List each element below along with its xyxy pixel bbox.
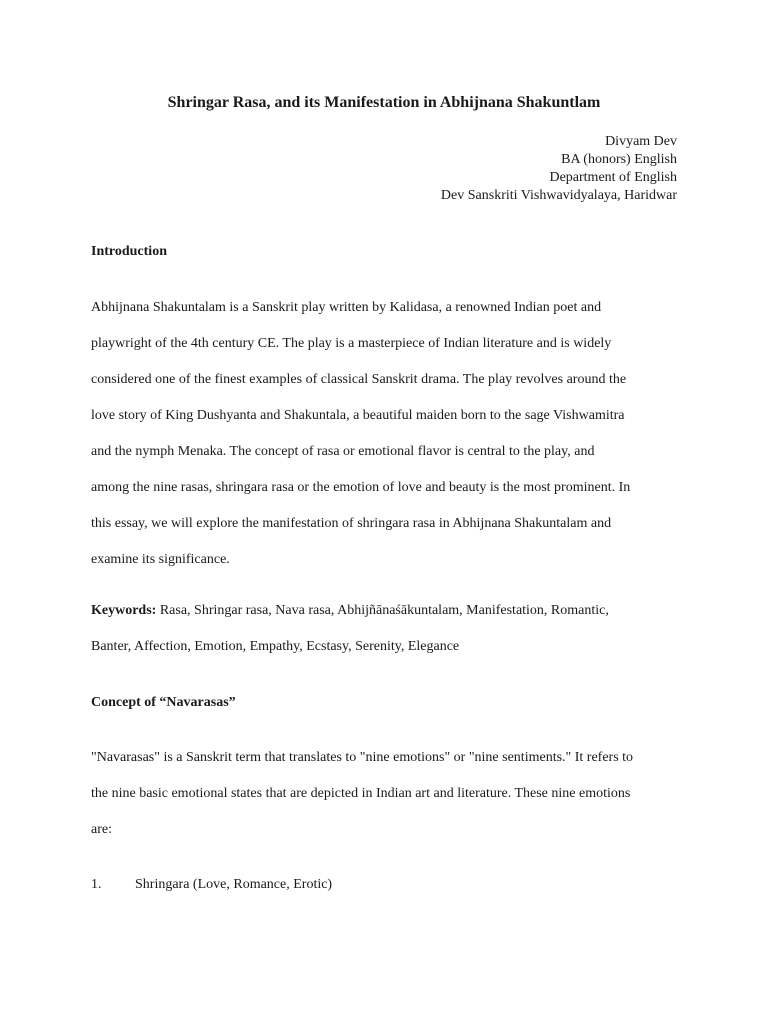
author-institution: Dev Sanskriti Vishwavidyalaya, Haridwar (440, 188, 677, 203)
paragraph-line: examine its significance. (91, 552, 230, 567)
keywords-list: Rasa, Shringar rasa, Nava rasa, Abhijñānaśākuntalam, Manifestation, Romantic, (156, 603, 609, 618)
paragraph-line: are: (91, 822, 112, 837)
author-block (177, 133, 677, 205)
author-degree: BA (honors) English (561, 152, 677, 167)
paragraph-line: considered one of the finest examples of classical Sanskrit drama. The play revolves around the (91, 372, 627, 387)
keywords-line: Banter, Affection, Emotion, Empathy, Ecstasy, Serenity, Elegance (91, 639, 460, 654)
list-item-number: 1. (91, 877, 102, 892)
author-department: Department of English (549, 170, 677, 185)
list-item-text: Shringara (Love, Romance, Erotic) (135, 877, 333, 892)
keywords-paragraph (91, 602, 681, 674)
paragraph-line: playwright of the 4th century CE. The play is a masterpiece of Indian literature and is widely (91, 336, 612, 351)
document-title: Shringar Rasa, and its Manifestation in Abhijnana Shakuntlam (167, 94, 601, 111)
introduction-heading: Introduction (91, 244, 167, 259)
navarasas-heading: Concept of “Navarasas” (91, 695, 236, 710)
paragraph-line: "Navarasas" is a Sanskrit term that translates to "nine emotions" or "nine sentiments." It refers to (91, 750, 634, 765)
list-item (91, 876, 332, 894)
author-name: Divyam Dev (605, 134, 677, 149)
introduction-paragraph (91, 299, 681, 587)
paragraph-line: and the nymph Menaka. The concept of rasa or emotional flavor is central to the play, and (91, 444, 595, 459)
paragraph-line: love story of King Dushyanta and Shakuntala, a beautiful maiden born to the sage Vishwamitra (91, 408, 625, 423)
navarasas-paragraph (91, 749, 681, 857)
paragraph-line: this essay, we will explore the manifestation of shringara rasa in Abhijnana Shakuntalam and (91, 516, 612, 531)
keywords-line (91, 602, 681, 638)
paragraph-line: the nine basic emotional states that are depicted in Indian art and literature. These nine emotions (91, 786, 631, 801)
keywords-label: Keywords: (91, 603, 157, 618)
paragraph-line: among the nine rasas, shringara rasa or the emotion of love and beauty is the most prominent. In (91, 480, 631, 495)
paragraph-line: Abhijnana Shakuntalam is a Sanskrit play written by Kalidasa, a renowned Indian poet and (91, 300, 602, 315)
